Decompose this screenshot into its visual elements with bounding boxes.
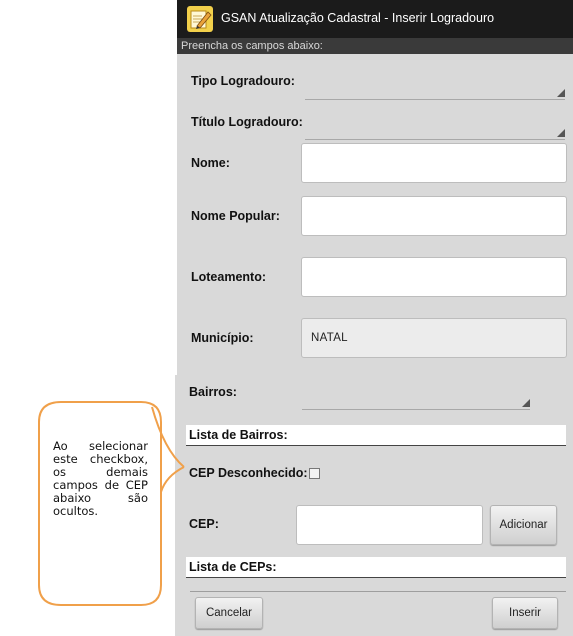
municipio-field: NATAL	[301, 318, 567, 358]
form-instructions: Preencha os campos abaixo:	[177, 38, 573, 54]
tipo-logradouro-label: Tipo Logradouro:	[191, 74, 295, 88]
bairros-label: Bairros:	[189, 385, 237, 399]
lista-ceps-header: Lista de CEPs:	[186, 557, 566, 578]
loteamento-label: Loteamento:	[191, 270, 266, 284]
adicionar-button[interactable]: Adicionar	[490, 505, 557, 545]
nome-popular-label: Nome Popular:	[191, 209, 280, 223]
nome-label: Nome:	[191, 156, 230, 170]
insert-button[interactable]: Inserir	[492, 597, 558, 629]
annotation-text: Ao selecionar este checkbox, os demais campos de CEP abaixo são ocultos.	[53, 439, 148, 518]
window-title: GSAN Atualização Cadastral - Inserir Logradouro	[221, 11, 495, 25]
cep-desconhecido-label: CEP Desconhecido:	[189, 466, 308, 480]
cep-label: CEP:	[189, 517, 219, 531]
municipio-label: Município:	[191, 331, 254, 345]
titulo-logradouro-label: Título Logradouro:	[191, 115, 303, 129]
lista-bairros-header: Lista de Bairros:	[186, 425, 566, 446]
cancel-button[interactable]: Cancelar	[195, 597, 263, 629]
